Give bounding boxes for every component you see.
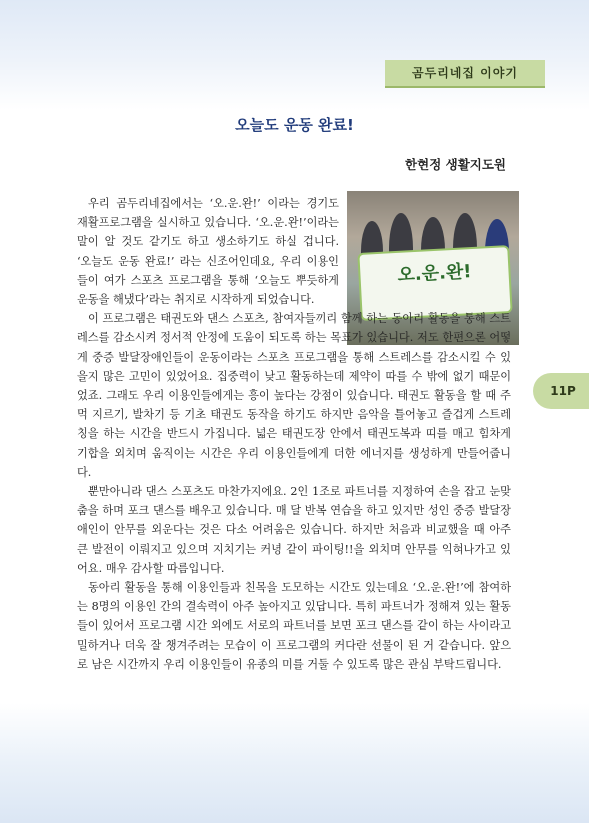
header-background	[0, 0, 589, 110]
article-author: 한현정 생활지도원	[405, 157, 506, 172]
section-tag: 곰두리네집 이야기	[385, 60, 545, 88]
page-number-tab: 11P	[533, 373, 589, 409]
footer-background	[0, 703, 589, 823]
article-title: 오늘도 운동 완료!	[235, 116, 354, 134]
article-body	[77, 194, 511, 674]
article-paragraph: 우리 곰두리네집에서는 ‘오.운.완!’ 이라는 경기도 재활프로그램을 실시하고 있습니다. ‘오.운.완!’이라는 말이 알 것도 같기도 하고 생소하기도 하실 겁니다. ‘오늘도 운동 완료!’ 라는 신조어인데요, 우리 이용인들이 여가 스포츠 프로그램을 통해 ‘오늘도 뿌듯하게 운동을 해냈다’라는 취지로 시작하게 되었습니다.	[77, 197, 339, 307]
article-paragraph: 동아리 활동을 통해 이용인들과 친목을 도모하는 시간도 있는데요 ‘오.운.완!’에 참여하는 8명의 이용인 간의 결속력이 아주 높아지고 있답니다. 특히 파트너가 정해져 있는 활동들이 있어서 프로그램 시간 외에도 서로의 파트너를 보면 포크 댄스를 같이 하는 사이라고 밀하거나 더욱 잘 챙겨주려는 모습이 이 프로그램의 커다란 선물이 된 거 같습니다. 앞으로 남은 시간까지 우리 이용인들이 유종의 미를 거둘 수 있도록 많은 관심 부탁드립니다.	[77, 581, 511, 671]
photo-banner-text: 오.운.완!	[396, 261, 473, 286]
article-paragraph: 뿐만아니라 댄스 스포츠도 마찬가지에요. 2인 1조로 파트너를 지정하여 손을 잡고 눈맞춤을 하며 포크 댄스를 배우고 있습니다. 매 달 반복 연습을 하고 있지만 성인 중증 발달장애인이 안무를 외운다는 것은 다소 어려움은 있습니다. 하지만 처음과 비교했을 때 아주 큰 발전이 이뤄지고 있으며 지치기는 커녕 같이 파이팅!!을 외치며 안무를 익혀나가고 있어요. 매우 감사할 따름입니다.	[77, 485, 511, 575]
article-paragraph: 이 프로그램은 태권도와 댄스 스포츠, 참여자들끼리 함께 하는 동아리 활동을 통해 스트레스를 감소시켜 정서적 안정에 도움이 되도록 하는 목표가 있습니다. 저도 한편으론 어떻게 중증 발달장애인들이 운동이라는 스포츠 프로그램을 통해 스트레스를 감소시킬 수 있을지 많은 고민이 있었어요. 집중력이 낮고 활동하는데 제약이 따를 수 밖에 없기 때문이었죠. 그래도 우리 이용인들에게는 흥이 높다는 강점이 있습니다. 태권도 활동을 할 때 주먹 지르기, 발차기 등 기초 태권도 동작을 하기도 하지만 음악을 틀어놓고 즐겁게 스트레칭을 하는 시간을 반드시 가집니다. 넓은 태권도장 안에서 태권도복과 띠를 매고 힘차게 기합을 외치며 움직이는 시간은 우리 이용인들에게 더한 에너지를 생성하게 만들어줍니다.	[77, 312, 511, 479]
